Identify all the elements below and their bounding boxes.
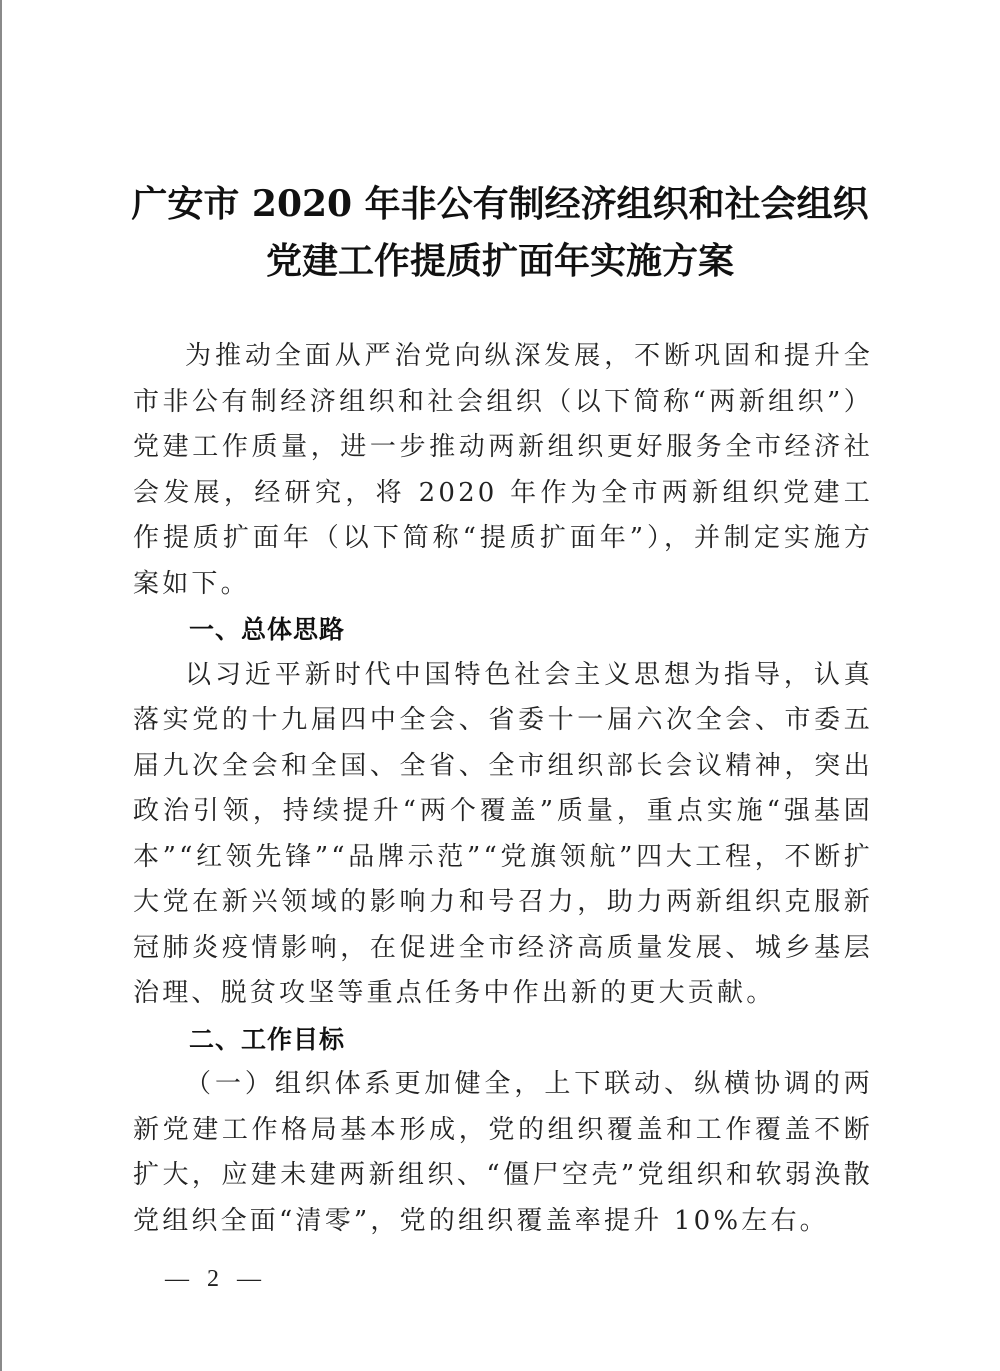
intro-paragraph: 为推动全面从严治党向纵深发展，不断巩固和提升全市非公有制经济组织和社会组织（以下简称“两新组织”）党建工作质量，进一步推动两新组织更好服务全市经济社会发展，经研究，将 2020 年作为全市两新组织党建工作提质扩面年（以下简称“提质扩面年”），并制定实施方案如下。 bbox=[133, 341, 873, 599]
document-title-line-1: 广安市 2020 年非公有制经济组织和社会组织 bbox=[131, 183, 869, 225]
page-number: — 2 — bbox=[165, 1266, 267, 1292]
section-heading-work-goals: 二、工作目标 bbox=[189, 1024, 346, 1054]
document-title-line-2: 党建工作提质扩面年实施方案 bbox=[265, 240, 734, 282]
section-heading-overall-approach: 一、总体思路 bbox=[189, 615, 346, 644]
document-body bbox=[133, 334, 873, 1244]
section-paragraph-work-goals: （一）组织体系更加健全，上下联动、纵横协调的两新党建工作格局基本形成，党的组织覆盖和工作覆盖不断扩大，应建未建两新组织、“僵尸空壳”党组织和软弱涣散党组织全面“清零”，党的组织覆盖率提升 10%左右。 bbox=[133, 1069, 873, 1236]
section-paragraph-overall-approach: 以习近平新时代中国特色社会主义思想为指导，认真落实党的十九届四中全会、省委十一届六次全会、市委五届九次全会和全国、全省、全市组织部长会议精神，突出政治引领，持续提升“两个覆盖”质量，重点实施“强基固本”“红领先锋”“品牌示范”“党旗领航”四大工程，不断扩大党在新兴领域的影响力和号召力，助力两新组织克服新冠肺炎疫情影响，在促进全市经济高质量发展、城乡基层治理、脱贫攻坚等重点任务中作出新的更大贡献。 bbox=[133, 659, 873, 1008]
